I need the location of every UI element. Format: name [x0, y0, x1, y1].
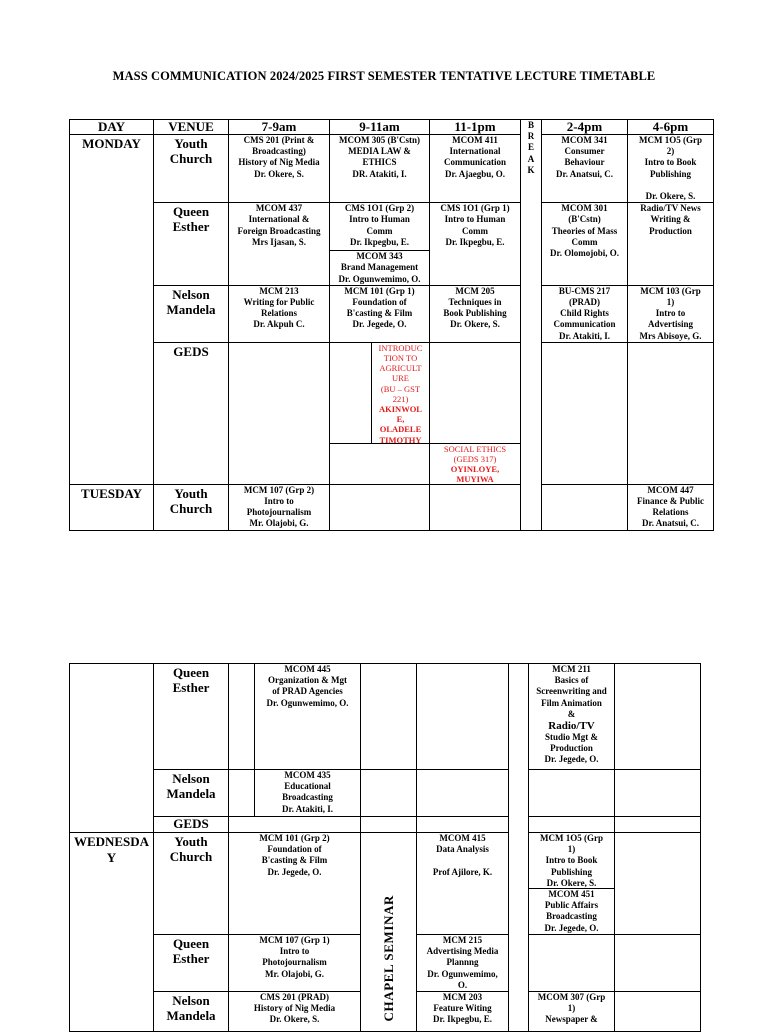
- header-slot-2-4pm: 2-4pm: [542, 120, 628, 135]
- cell-line: MCM 107 (Grp 1): [259, 935, 330, 945]
- cell-line: Relations: [652, 507, 689, 518]
- class-cell: [330, 135, 430, 203]
- cell-line: Theories of Mass: [551, 225, 618, 236]
- cell-line: Finance & Public: [637, 496, 704, 507]
- cell-line: MCM 101 (Grp 1): [344, 285, 415, 296]
- cell-line: MCM 1O5 (Grp: [540, 833, 603, 843]
- cell-line: Writing &: [650, 214, 691, 225]
- class-cell: [529, 664, 615, 770]
- cell-line: Comm: [571, 236, 598, 247]
- cell-line: MCOM 343: [356, 251, 403, 262]
- class-cell: [628, 285, 714, 342]
- cell-line: Dr. Jegede, O.: [352, 319, 407, 330]
- cell-line: Behaviour: [564, 157, 605, 168]
- cell-line: Intro to Book: [644, 157, 697, 168]
- cell-line: Mrs Abisoye, G.: [639, 330, 702, 341]
- cell-line: Dr. Anatsui, C.: [556, 168, 613, 179]
- cell-line: Dr. Akpuh C.: [253, 319, 305, 330]
- cell-line: MEDIA LAW &: [348, 146, 411, 157]
- empty-cell: [417, 770, 509, 817]
- empty-cell: [529, 935, 615, 992]
- cell-line: OYINLOYE,: [450, 463, 500, 474]
- cell-line: Studio Mgt &: [544, 732, 598, 743]
- geds-agric-lecturer: [372, 404, 429, 443]
- empty-cell: [615, 992, 701, 1032]
- cell-line: MCOM 341: [561, 135, 608, 145]
- venue-queen-esther: Queen Esther: [154, 664, 229, 770]
- cell-line: Intro to: [264, 496, 294, 507]
- cell-line: of PRAD Agencies: [272, 686, 343, 697]
- cell-line: B'casting & Film: [346, 308, 413, 319]
- venue-geds: GEDS: [154, 342, 229, 484]
- venue-geds: GEDS: [154, 817, 229, 833]
- cell-line: Book Publishing: [443, 308, 507, 319]
- empty-cell: [229, 342, 330, 484]
- cell-line: MCM 107 (Grp 2): [243, 484, 315, 495]
- cell-line: Radio/TV News: [640, 203, 701, 214]
- cell-line: MCOM 451: [548, 889, 595, 899]
- cell-line: Dr. Okere, S.: [254, 168, 304, 179]
- timetable-tuesday-wednesday: [69, 663, 701, 1032]
- class-cell: [229, 992, 361, 1032]
- cell-line: O.: [457, 979, 468, 990]
- cell-line: Foundation of: [352, 297, 407, 308]
- class-cell: [330, 203, 430, 251]
- cell-line: B: [527, 120, 534, 130]
- class-cell: [542, 285, 628, 342]
- cell-line: Relations: [261, 308, 297, 319]
- empty-cell: [628, 342, 714, 484]
- class-cell: [330, 251, 430, 286]
- class-text: [529, 833, 614, 889]
- cell-line: Intro to Book: [545, 855, 598, 866]
- cell-line: Public Affairs: [544, 900, 599, 911]
- class-cell: [330, 285, 430, 342]
- cell-line: Basics of: [554, 675, 589, 686]
- cell-line: MCOM 305 (B'Cstn): [339, 135, 420, 145]
- cell-line: Techniques in: [448, 297, 502, 308]
- cell-line: MCM 103 (Grp: [640, 285, 701, 296]
- cell-line: Intro to Human: [444, 214, 506, 225]
- cell-line: MCM 213: [259, 285, 299, 296]
- cell-line: Intro to Human: [349, 214, 410, 225]
- cell-line: History of Nig Media: [253, 1003, 336, 1014]
- class-cell: [229, 203, 330, 286]
- venue-nelson-mandela: Nelson Mandela: [154, 285, 229, 342]
- cell-line: Brand Management: [340, 262, 419, 273]
- cell-line: 2): [666, 146, 675, 157]
- empty-cell: [229, 664, 255, 770]
- cell-line: MCM 203: [442, 992, 483, 1003]
- venue-queen-esther: Queen Esther: [154, 935, 229, 992]
- cell-line: INTRODUC: [378, 342, 423, 353]
- empty-cell: [361, 770, 417, 817]
- cell-line: Foreign Broadcasting: [237, 225, 321, 236]
- cell-line: History of Nig Media: [238, 157, 320, 168]
- cell-line: MCM 211: [552, 664, 591, 674]
- cell-line: MUYIWA: [456, 473, 494, 484]
- header-venue: VENUE: [154, 120, 229, 135]
- cell-line: Child Rights: [560, 308, 609, 319]
- class-cell: [229, 285, 330, 342]
- cell-line: Mrs Ijasan, S.: [251, 236, 306, 247]
- cell-line: MCOM 307 (Grp: [537, 992, 606, 1003]
- cell-line: DR. Atakiti, I.: [352, 168, 407, 179]
- empty-cell: [361, 664, 417, 770]
- cell-line: Dr. Ogunwemimo, O.: [266, 697, 349, 708]
- cell-line: Writing for Public: [243, 297, 315, 308]
- header-day: DAY: [70, 120, 154, 135]
- empty-cell: [615, 935, 701, 992]
- header-slot-4-6pm: 4-6pm: [628, 120, 714, 135]
- chapel-seminar-cell: [361, 833, 417, 1032]
- class-cell: [430, 203, 521, 286]
- cell-line: B'casting & Film: [261, 855, 328, 866]
- cell-line: Advertising Media: [426, 946, 499, 957]
- cell-line: MCOM 435: [284, 770, 331, 780]
- cell-line: Photojournalism: [246, 507, 312, 518]
- class-text: [530, 664, 613, 720]
- cell-line: Broadcasting): [252, 146, 306, 157]
- class-cell: [229, 135, 330, 203]
- day-tuesday: TUESDAY: [70, 484, 154, 530]
- cell-line: MCM 215: [442, 935, 483, 945]
- cell-line: TION TO: [383, 353, 418, 364]
- venue-youth-church: Youth Church: [154, 135, 229, 203]
- class-cell: [529, 992, 615, 1032]
- cell-line: 1): [567, 844, 576, 855]
- empty-cell: [430, 342, 521, 443]
- cell-line: (BU – GST: [380, 383, 421, 394]
- cell-line: CMS 201 (PRAD): [260, 992, 329, 1003]
- cell-line: Data Analysis: [436, 844, 489, 855]
- empty-cell: [615, 833, 701, 935]
- cell-line: CMS 201 (Print &: [243, 135, 315, 145]
- cell-line: CMS 1O1 (Grp 2): [344, 203, 415, 214]
- cell-line: AGRICULT: [379, 363, 422, 374]
- cell-line: MCOM 301: [561, 203, 608, 214]
- empty-cell: [417, 817, 509, 833]
- cell-line: Mr. Olajobi, G.: [265, 968, 324, 979]
- empty-cell: [417, 664, 509, 770]
- geds-ethics-course: SOCIAL ETHICS (GEDS 317): [443, 443, 507, 464]
- class-text-large: Radio/TV: [548, 720, 595, 733]
- cell-line: Intro to: [655, 308, 686, 319]
- empty-cell: [229, 770, 255, 817]
- class-cell: [255, 664, 361, 770]
- cell-line: Dr. Ogunwemimo, O.: [338, 273, 421, 284]
- cell-line: Dr. Okere, S.: [450, 319, 500, 330]
- class-text: [530, 732, 613, 766]
- class-cell: [255, 770, 361, 817]
- cell-line: Consumer: [564, 146, 605, 157]
- cell-line: URE: [392, 373, 409, 384]
- cell-line: Communication: [443, 157, 506, 168]
- cell-line: Dr. Anatsui, C.: [642, 518, 699, 529]
- cell-line: MCOM 447: [647, 484, 694, 495]
- cell-line: Dr. Atakiti, I.: [282, 803, 333, 814]
- cell-line: 1): [666, 297, 675, 308]
- cell-line: Dr. Ajaegbu, O.: [445, 168, 505, 179]
- geds-ethics-cell: [430, 443, 521, 484]
- cell-line: 221): [392, 393, 409, 404]
- cell-line: Dr. Ogunwemimo,: [427, 968, 498, 979]
- empty-cell: [542, 342, 628, 484]
- geds-cell-9-11am: [330, 342, 430, 443]
- empty-cell: [615, 770, 701, 817]
- cell-line: Broadcasting: [546, 911, 597, 922]
- header-slot-7-9am: 7-9am: [229, 120, 330, 135]
- cell-line: International &: [248, 214, 310, 225]
- cell-line: 1): [567, 1003, 576, 1014]
- cell-line: Dr. Okere, S.: [269, 1014, 320, 1025]
- cell-line: Dr. Atakiti, I.: [559, 330, 610, 341]
- cell-line: [418, 855, 507, 866]
- cell-line: Production: [550, 743, 593, 754]
- cell-line: MCM 205: [455, 285, 495, 296]
- cell-line: &: [567, 708, 576, 719]
- cell-line: Film Animation: [541, 697, 602, 708]
- empty-cell: [229, 817, 361, 833]
- cell-line: CMS 1O1 (Grp 1): [440, 203, 510, 214]
- cell-line: Intro to: [279, 946, 310, 957]
- cell-line: Mr. Olajobi, G.: [249, 518, 309, 529]
- class-cell: [542, 135, 628, 203]
- cell-line: Screenwriting and: [536, 686, 607, 697]
- venue-youth-church: Youth Church: [154, 833, 229, 935]
- empty-cell: [430, 484, 521, 530]
- cell-line: Dr. Ikpegbu, E.: [445, 236, 505, 247]
- cell-line: ETHICS: [362, 157, 397, 168]
- cell-line: R: [527, 131, 535, 142]
- cell-line: Prof Ajilore, K.: [432, 866, 493, 877]
- class-cell: [229, 833, 361, 935]
- cell-line: Dr. Jegede, O.: [267, 866, 322, 877]
- cell-line: Dr. Okere, S.: [645, 191, 696, 202]
- cell-line: Foundation of: [267, 844, 322, 855]
- empty-cell: [615, 664, 701, 770]
- break-label: [522, 120, 540, 176]
- class-cell: [628, 203, 714, 286]
- cell-line: [629, 180, 712, 191]
- class-cell: [229, 935, 361, 992]
- day-wednesday: WEDNESDAY: [70, 833, 154, 1032]
- class-cell: [417, 992, 509, 1032]
- cell-line: OLADELE: [379, 424, 422, 435]
- cell-line: Photojournalism: [262, 957, 327, 968]
- geds-agric-course: [372, 343, 429, 404]
- cell-line: MCOM 415: [439, 833, 486, 843]
- empty-cell: [529, 770, 615, 817]
- cell-line: MCM 1O5 (Grp: [639, 135, 702, 145]
- cell-line: E: [527, 142, 534, 153]
- cell-line: Organization & Mgt: [268, 675, 347, 686]
- day-tuesday-continued: [70, 664, 154, 833]
- empty-cell: [529, 817, 615, 833]
- class-cell: [628, 135, 714, 203]
- cell-line: Comm: [366, 225, 393, 236]
- class-cell: [417, 935, 509, 992]
- cell-line: Dr. Ikpegbu, E.: [350, 236, 409, 247]
- empty-cell: [542, 484, 628, 530]
- cell-line: Advertising: [648, 319, 693, 330]
- venue-queen-esther: Queen Esther: [154, 203, 229, 286]
- cell-line: Communication: [553, 319, 616, 330]
- cell-line: E,: [396, 414, 405, 425]
- cell-line: Comm: [462, 225, 488, 236]
- venue-nelson-mandela: Nelson Mandela: [154, 770, 229, 817]
- class-cell: [417, 833, 509, 935]
- cell-line: A: [527, 153, 535, 164]
- empty-cell: [330, 484, 430, 530]
- cell-line: Newspaper &: [545, 1014, 598, 1025]
- break-column: [509, 664, 529, 1032]
- cell-line: MCM 101 (Grp 2): [259, 833, 330, 843]
- cell-line: MCOM 411: [452, 135, 498, 145]
- day-monday: MONDAY: [70, 135, 154, 485]
- cell-line: Dr. Olomojobi, O.: [550, 248, 619, 259]
- cell-line: Production: [649, 225, 692, 236]
- cell-line: TIMOTHY: [379, 434, 422, 444]
- class-cell: [430, 135, 521, 203]
- timetable-title: MASS COMMUNICATION 2024/2025 FIRST SEMESTER TENTATIVE LECTURE TIMETABLE: [112, 69, 656, 83]
- cell-line: AKINWOL: [379, 404, 422, 415]
- cell-line: Plannng: [446, 957, 479, 968]
- class-text: [529, 889, 614, 934]
- venue-youth-church: Youth Church: [154, 484, 229, 530]
- class-cell: [542, 203, 628, 286]
- class-cell: [229, 484, 330, 530]
- cell-line: Dr. Ikpegbu, E.: [433, 1014, 492, 1025]
- cell-line: Publishing: [649, 168, 692, 179]
- cell-line: MCOM 445: [284, 664, 331, 674]
- cell-line: Broadcasting: [282, 792, 333, 803]
- geds-ethics-lecturer: [431, 464, 519, 484]
- cell-line: (B'Cstn): [568, 214, 601, 225]
- header-slot-11-1pm: 11-1pm: [430, 120, 521, 135]
- cell-line: Publishing: [550, 866, 593, 877]
- cell-line: BU-CMS 217: [558, 285, 611, 296]
- cell-line: Feature Witing: [433, 1003, 492, 1014]
- cell-line: K: [527, 164, 535, 175]
- timetable-monday-tuesday: [69, 119, 714, 531]
- class-cell: [430, 285, 521, 342]
- cell-line: Dr. Jegede, O.: [544, 754, 599, 765]
- cell-line: Educational: [284, 781, 331, 792]
- class-cell: [628, 484, 714, 530]
- cell-line: International: [449, 146, 501, 157]
- break-column: [521, 120, 542, 531]
- class-cell: [529, 833, 615, 935]
- empty-cell: [330, 443, 430, 484]
- venue-nelson-mandela: Nelson Mandela: [154, 992, 229, 1032]
- cell-line: (PRAD): [569, 297, 600, 308]
- cell-line: Dr. Okere, S.: [546, 877, 597, 888]
- empty-cell: [615, 817, 701, 833]
- chapel-seminar-label: CHAPEL SEMINAR: [380, 895, 396, 1022]
- header-slot-9-11am: 9-11am: [330, 120, 430, 135]
- cell-line: MCOM 437: [255, 203, 303, 214]
- empty-cell: [361, 817, 417, 833]
- cell-line: Dr. Jegede, O.: [544, 922, 599, 933]
